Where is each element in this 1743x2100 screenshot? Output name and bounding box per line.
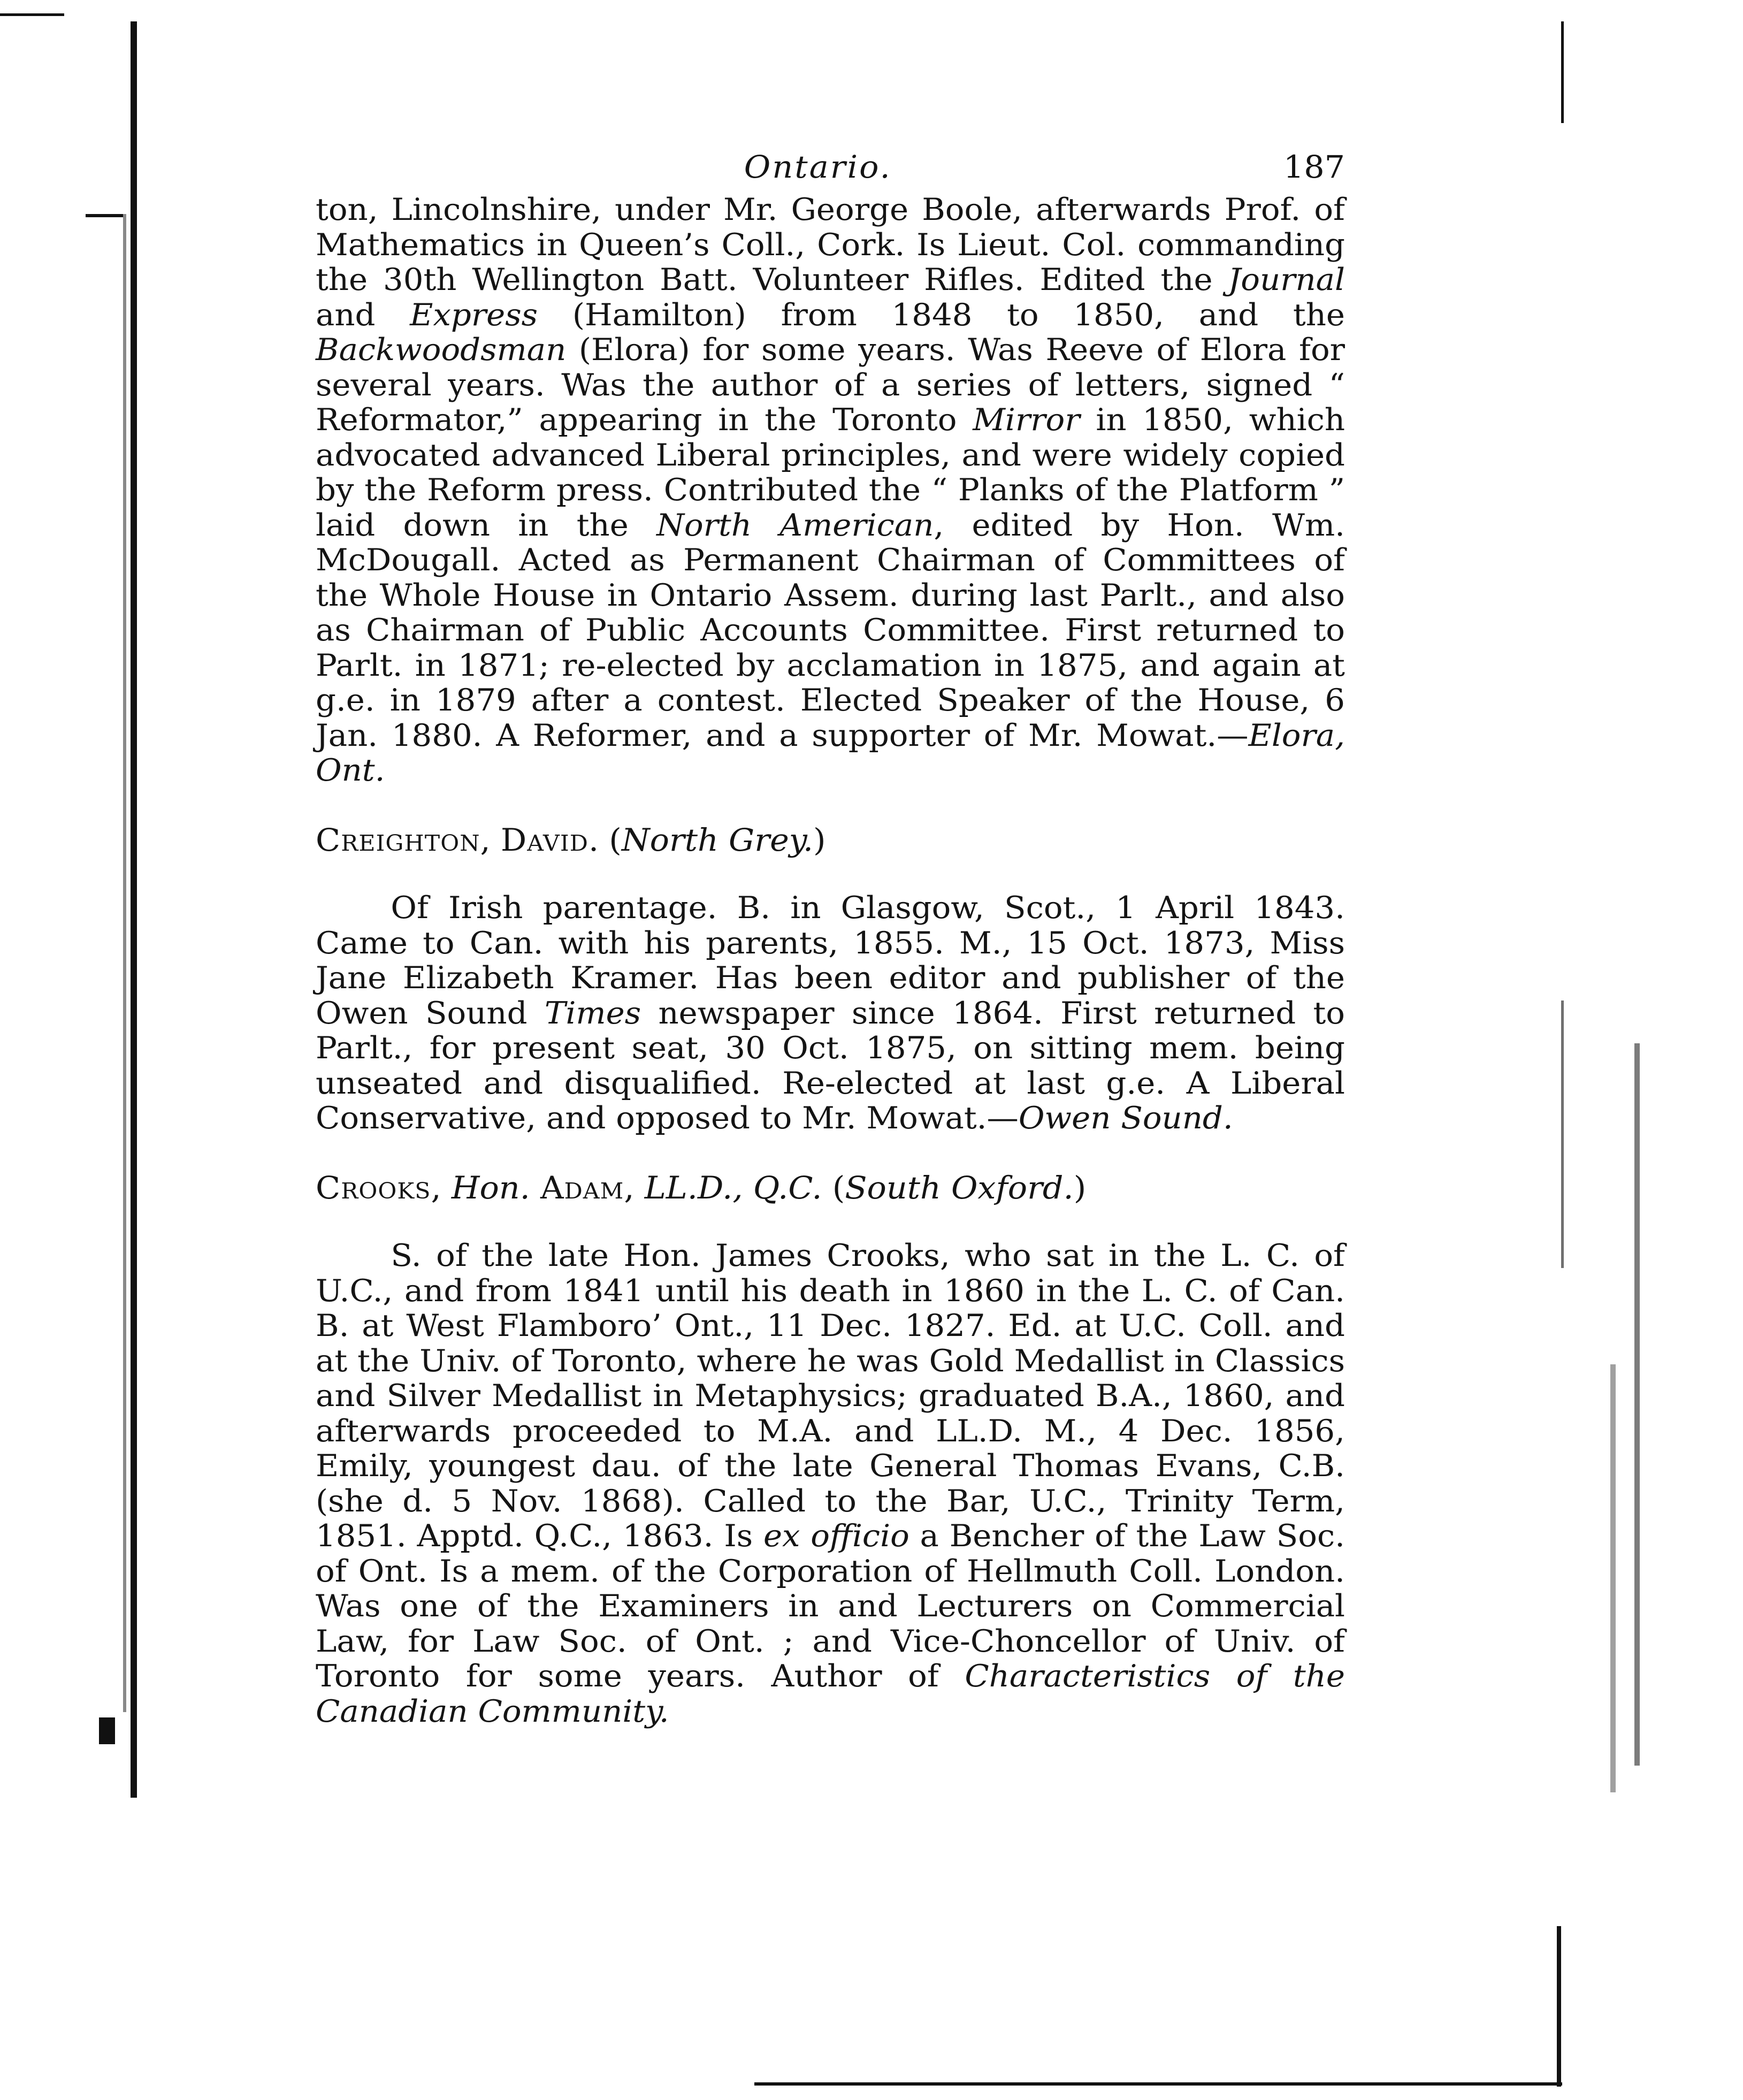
heading-text: , — [624, 1169, 645, 1206]
italic-phrase-segment: ex officio — [763, 1518, 909, 1554]
text-segment: (Elora) for some years. Was Reeve of Elora for several years. Was the author of a series of letters, signed “ Reformator,” appearing in the Toronto — [316, 332, 1345, 438]
scan-top-left-rule — [0, 13, 64, 16]
italic-title-segment: Characteristics of the Canadian Community. — [316, 1659, 1346, 1729]
italic-title-segment: North American — [656, 507, 934, 543]
running-title: Ontario. — [744, 149, 892, 185]
page-number: 187 — [1283, 149, 1345, 185]
italic-place-segment: Owen Sound. — [1018, 1101, 1233, 1136]
constituency: South Oxford. — [845, 1169, 1074, 1206]
entry-heading — [316, 823, 1345, 858]
heading-text: , — [431, 1169, 452, 1206]
heading-text — [530, 1170, 540, 1206]
scan-right-margin-marks — [1610, 1364, 1616, 1792]
page-header — [316, 144, 1345, 193]
scan-left-mark — [86, 214, 123, 217]
scan-right-margin-marks — [1634, 1043, 1640, 1766]
entry-paragraph — [316, 891, 1345, 1136]
book-page — [316, 144, 1345, 1729]
text-segment: and — [316, 297, 410, 333]
entry-heading — [316, 1171, 1345, 1206]
scan-left-binding-shadow — [123, 214, 126, 1712]
surname: Crooks — [316, 1169, 431, 1206]
constituency: North Grey. — [621, 821, 814, 858]
italic-title-segment: Express — [410, 297, 538, 333]
honorific: Hon. — [451, 1169, 530, 1206]
text-segment: in 1850, which advocated advanced Liberal principles, and were widely copied by the Reform press. Contributed the “ Planks of the Platform ” laid down in the — [316, 402, 1345, 543]
scan-bottom-rule — [754, 2082, 1562, 2086]
italic-title-segment: Journal — [1228, 262, 1345, 297]
text-segment: (Hamilton) from 1848 to 1850, and the — [538, 297, 1345, 333]
heading-text: , — [480, 821, 501, 858]
given-name: David — [500, 821, 588, 858]
text-segment: newspaper since 1864. First returned to Parlt., for present seat, 30 Oct. 1875, on sitting mem. being unseated and disqualified. Re-elected at last g.e. A Liberal Conservative, and opposed to Mr. Mowat.— — [316, 995, 1345, 1136]
scan-bottom-right-edge — [1557, 1926, 1561, 2087]
scan-left-binding-edge — [131, 21, 137, 1798]
italic-title-segment: Backwoodsman — [316, 332, 567, 368]
italic-title-segment: Times — [544, 995, 641, 1031]
scan-right-edge — [1561, 21, 1564, 123]
text-segment: S. of the late Hon. James Crooks, who sat in the L. C. of U.C., and from 1841 until his death in 1860 in the L. C. of Can. B. at West Flamboro’ Ont., 11 Dec. 1827. Ed. at U.C. Coll. and at the Univ. of Toronto, where he was Gold Medallist in Classics and Silver Medallist in Metaphysics; graduated B.A., 1860, and afterwards proceeded to M.A. and LL.D. M., 4 Dec. 1856, Emily, youngest dau. of the late General Thomas Evans, C.B. (she d. 5 Nov. 1868). Called to the Bar, U.C., Trinity Term, 1851. Apptd. Q.C., 1863. Is — [316, 1238, 1345, 1554]
scan-left-mark — [99, 1717, 115, 1744]
italic-place-segment: Elora, Ont. — [316, 717, 1345, 788]
degrees: LL.D., Q.C. — [644, 1169, 822, 1206]
text-segment: a Bencher of the Law Soc. of Ont. Is a mem. of the Corporation of Hellmuth Coll. London. Was one of the Examiners in and Lecturers on Commercial Law, for Law Soc. of Ont. ; and Vice-Choncellor of Univ. of Toronto for some years. Author of — [316, 1518, 1345, 1694]
heading-text: . ( — [588, 821, 622, 858]
entry-paragraph — [316, 193, 1345, 789]
scan-right-edge — [1561, 1001, 1564, 1268]
heading-text: ) — [813, 821, 826, 858]
heading-text: ) — [1073, 1169, 1087, 1206]
text-segment: , edited by Hon. Wm. McDougall. Acted as Permanent Chairman of Committees of the Whole House in Ontario Assem. during last Parlt., and also as Chairman of Public Accounts Committee. First returned to Parlt. in 1871; re-elected by acclamation in 1875, and again at g.e. in 1879 after a contest. Elected Speaker of the House, 6 Jan. 1880. A Reformer, and a supporter of Mr. Mowat.— — [316, 507, 1346, 753]
given-name: Adam — [540, 1169, 624, 1206]
surname: Creighton — [316, 821, 480, 858]
heading-text: ( — [822, 1169, 845, 1206]
text-segment: Of Irish parentage. B. in Glasgow, Scot., 1 April 1843. Came to Can. with his parents, 1855. M., 15 Oct. 1873, Miss Jane Elizabeth Kramer. Has been editor and publisher of the Owen Sound — [316, 890, 1345, 1031]
entry-paragraph — [316, 1239, 1345, 1729]
italic-title-segment: Mirror — [973, 402, 1080, 438]
text-segment: ton, Lincolnshire, under Mr. George Boole, afterwards Prof. of Mathematics in Queen’s Coll., Cork. Is Lieut. Col. commanding the 30th Wellington Batt. Volunteer Rifles. Edited the — [316, 192, 1345, 297]
